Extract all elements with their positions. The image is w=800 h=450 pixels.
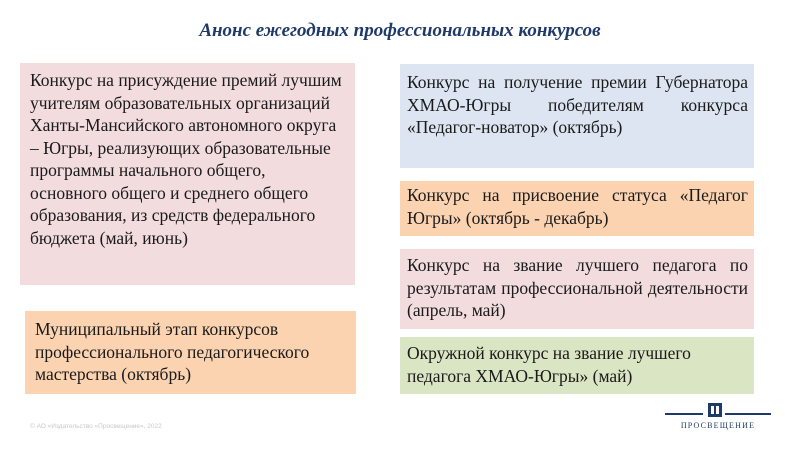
contest-card-municipal-stage: Муниципальный этап конкурсов профессионального педагогического мастерства (октябрь)	[25, 311, 356, 394]
logo-line-right	[725, 413, 771, 415]
copyright-notice: © АО «Издательство «Просвещение», 2022	[30, 423, 162, 430]
logo-line-left	[665, 413, 703, 415]
contest-card-governor-prize: Конкурс на получение премии Губернатора ХМАО-Югры победителям конкурса «Педагог-новатор» (октябрь)	[400, 64, 754, 168]
contest-card-district-best-teacher: Окружной конкурс на звание лучшего педагога ХМАО-Югры» (май)	[400, 337, 754, 394]
contest-card-teacher-awards: Конкурс на присуждение премий лучшим учителям образовательных организаций Ханты-Мансийского автономного округа – Югры, реализующих образовательные программы начального общего, основного общего и среднего общего образования, из средств федерального бюджета (май, июнь)	[20, 63, 355, 285]
logo-text: ПРОСВЕЩЕНИЕ	[680, 421, 756, 430]
page-title: Анонс ежегодных профессиональных конкурсов	[199, 20, 601, 41]
contest-card-pedagog-yugry: Конкурс на присвоение статуса «Педагог Югры» (октябрь - декабрь)	[400, 181, 754, 236]
publisher-logo	[665, 398, 771, 434]
contest-card-best-teacher-results: Конкурс на звание лучшего педагога по результатам профессиональной деятельности (апрель, май)	[400, 249, 754, 329]
prosveshchenie-book-logo-icon	[708, 402, 722, 418]
